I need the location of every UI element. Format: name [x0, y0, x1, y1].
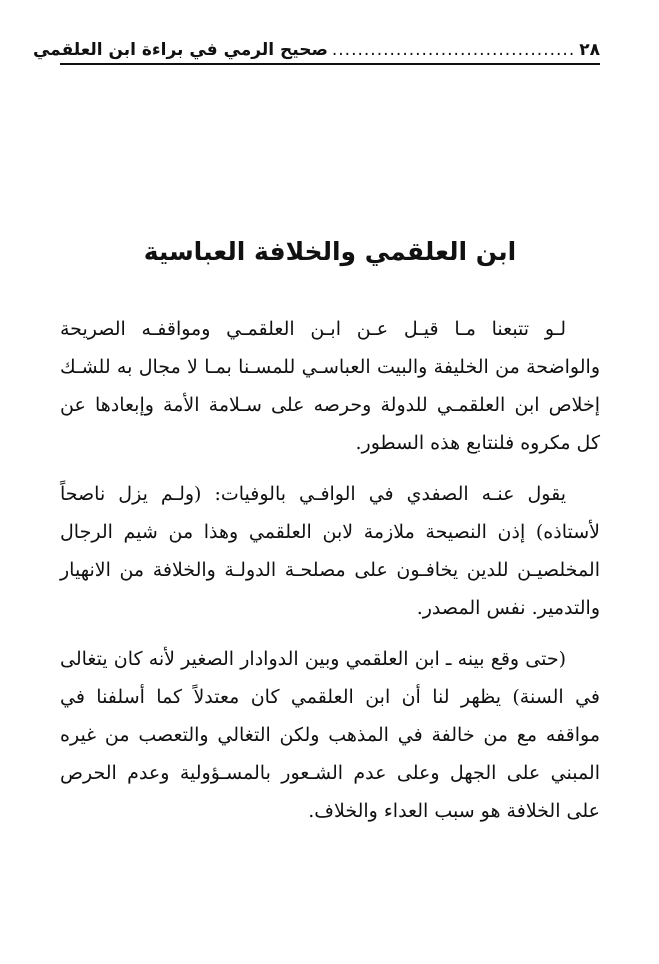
chapter-title: ابن العلقمي والخلافة العباسية — [143, 237, 517, 266]
paragraph: (حتى وقع بينه ـ ابن العلقمي وبين الدوادار الصغير لأنه كان يتغالى في السنة) يظهر لنا أن ابن العلقمي كان معتدلاً كما أسلفنا في مواقفه مع من خالفة في المذهب ولكن التغالي والتعصب من غيره المبني على الجهل وعلى عدم الشـعور بالمسـؤولية وعدم الحرص على الخلافة هو سبب العداء والخلاف. — [60, 648, 600, 822]
dot-leader: ...................................... — [331, 40, 576, 60]
page-number: ٢٨ — [579, 40, 600, 60]
paragraph: لـو تتبعنا مـا قيـل عـن ابـن العلقمـي ومواقفـه الصريحة والواضحة من الخليفة والبيت العباسـي للمسـنا بمـا لا مجال به للشـك إخلاص ابن العلقمـي للدولة وحرصه على سـلامة الأمة وإبعادها عن كل مكروه فلنتابع هذه السطور. — [60, 318, 600, 454]
body-text — [60, 310, 600, 843]
header-rule — [60, 63, 600, 65]
paragraph: يقول عنـه الصفدي في الوافـي بالوفيات: (ولـم يزل ناصحاً لأستاذه) إذن النصيحة ملازمة لابن العلقمي وهذا من شيم الرجال المخلصيـن للدين يخافـون على مصلحـة الدولـة والخلافة من الانهيار والتدمير. نفس المصدر. — [60, 483, 600, 619]
book-title: صحيح الرمي في براءة ابن العلقمي — [32, 40, 328, 60]
running-header — [32, 30, 600, 60]
